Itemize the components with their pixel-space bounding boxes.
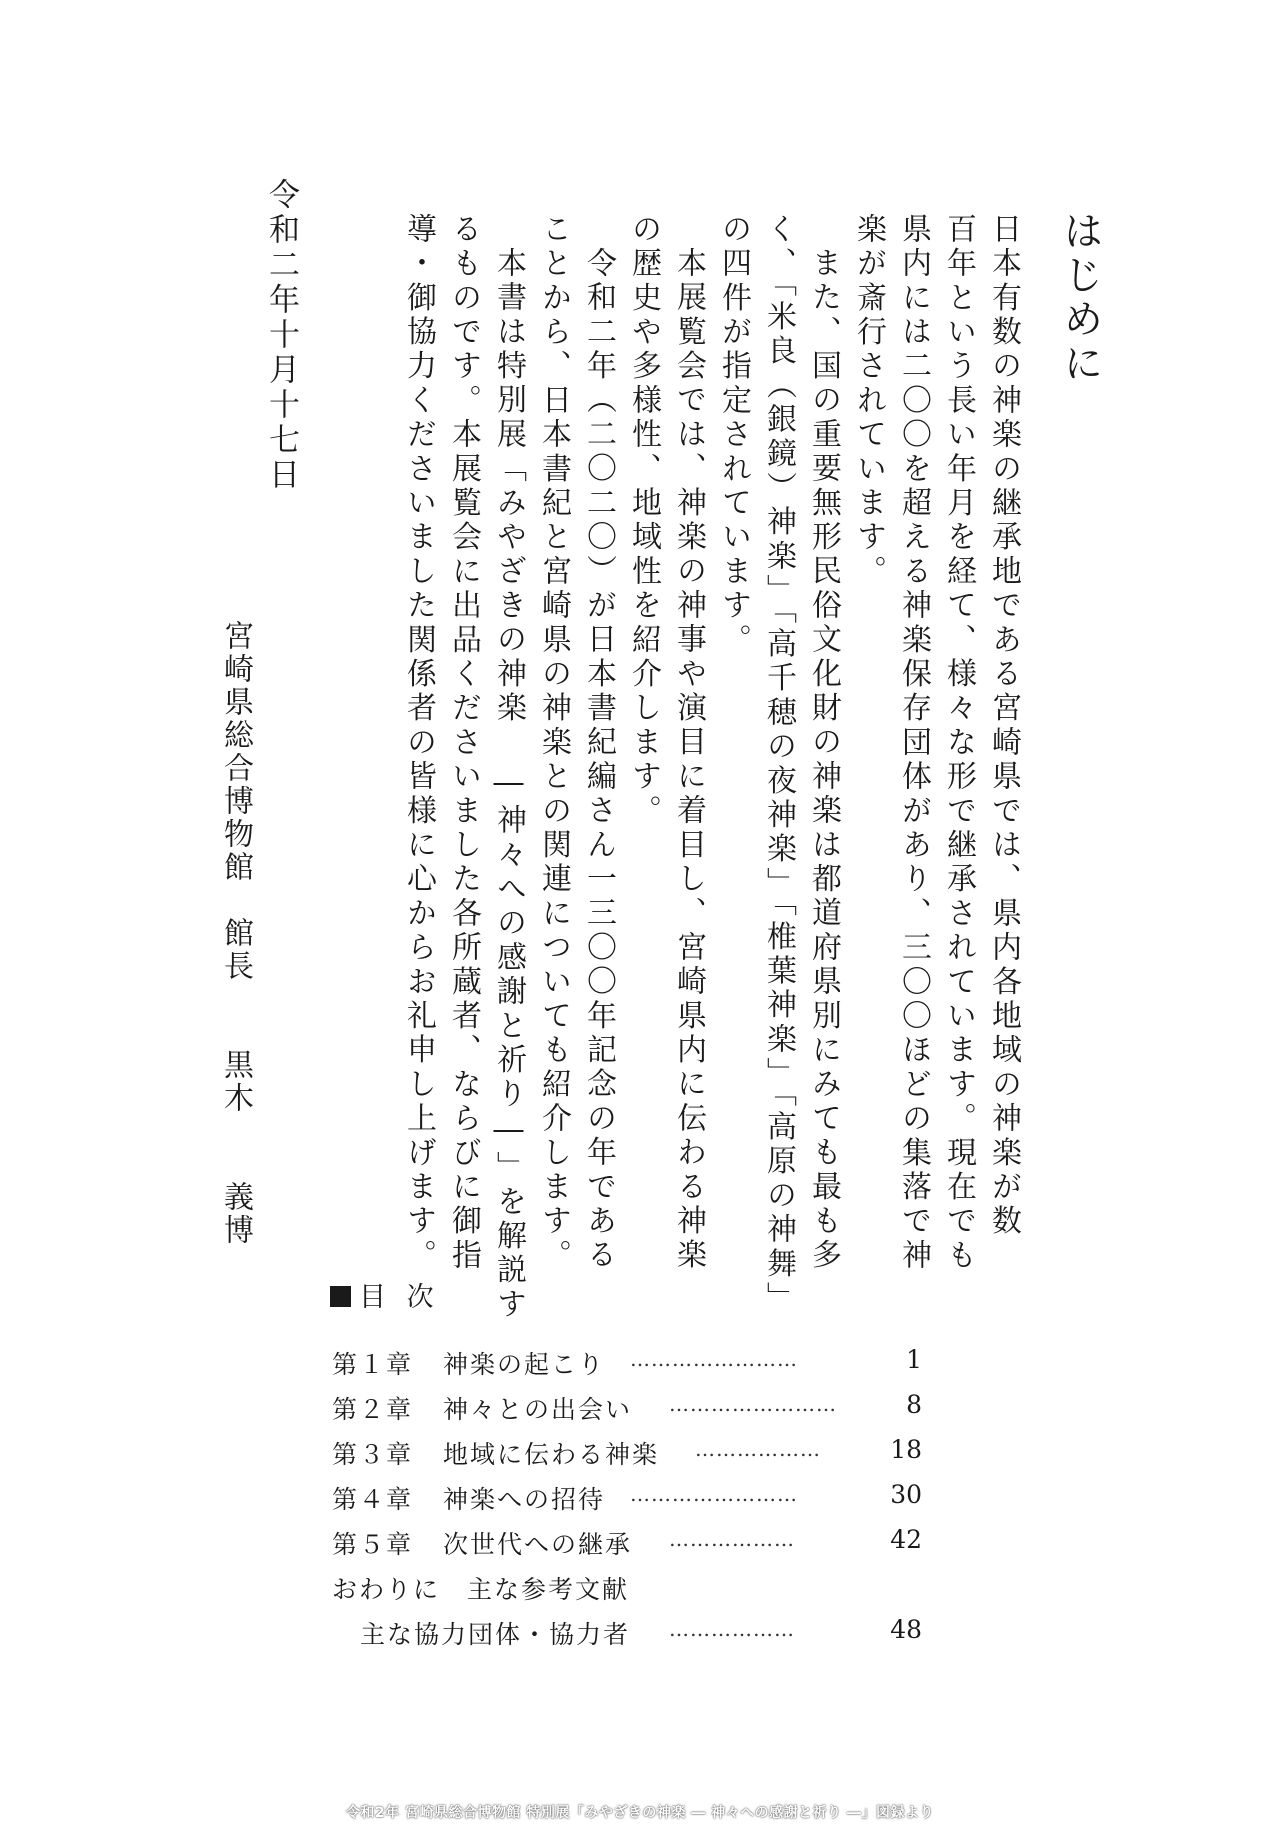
toc-leader: ……………… xyxy=(669,1617,795,1641)
toc-page: 8 xyxy=(906,1390,922,1419)
body-col-7: の四件が指定されています。 xyxy=(716,213,751,658)
toc-leader: ……………… xyxy=(669,1527,795,1551)
toc-title: 主な協力団体・協力者 xyxy=(360,1620,631,1649)
toc-leader: ……………… xyxy=(695,1437,821,1461)
toc-page: 1 xyxy=(906,1345,922,1374)
square-bullet-icon xyxy=(330,1286,351,1307)
toc-title: 次世代への継承 xyxy=(443,1530,633,1559)
toc-item[interactable] xyxy=(332,1390,922,1435)
toc-title: 神楽の起こり xyxy=(443,1350,606,1379)
body-col-10: 令和二年（二〇二〇）が日本書紀編さん一三〇〇年記念の年である xyxy=(581,247,616,1273)
body-col-14: 導・御協力くださいました関係者の皆様に心からお礼申し上げます。 xyxy=(401,213,436,1274)
toc-item[interactable] xyxy=(332,1615,922,1660)
toc-chapter: 第４章 xyxy=(332,1485,414,1514)
toc-chapter: 第５章 xyxy=(332,1530,414,1559)
toc-item[interactable] xyxy=(332,1570,922,1615)
body-col-1: 日本有数の神楽の継承地である宮崎県では、県内各地域の神楽が数 xyxy=(986,213,1021,1239)
body-col-5: また、国の重要無形民俗文化財の神楽は都道府県別にみても最も多 xyxy=(806,247,841,1273)
toc-page: 30 xyxy=(890,1480,922,1509)
toc-page: 18 xyxy=(890,1435,922,1464)
body-col-13: るものです。本展覧会に出品くださいました各所蔵者、ならびに御指 xyxy=(446,213,481,1274)
toc-leader: …………………… xyxy=(630,1482,798,1506)
toc-chapter: 第１章 xyxy=(332,1350,414,1379)
toc-page: 42 xyxy=(890,1525,922,1554)
body-col-9: の歴史や多様性、地域性を紹介します。 xyxy=(626,213,661,829)
body-col-4: 楽が斎行されています。 xyxy=(851,213,886,590)
toc-leader: …………………… xyxy=(630,1347,798,1371)
toc-item[interactable] xyxy=(332,1345,922,1390)
body-col-11: ことから、日本書紀と宮崎県の神楽との関連についても紹介します。 xyxy=(536,213,571,1274)
toc-chapter: 第２章 xyxy=(332,1395,414,1424)
toc-title: 神々との出会い xyxy=(443,1395,633,1424)
body-col-2: 百年という長い年月を経て、様々な形で継承されています。現在でも xyxy=(941,213,976,1274)
body-col-8: 本展覧会では、神楽の神事や演目に着目し、宮崎県内に伝わる神楽 xyxy=(671,247,706,1273)
toc-chapter: 第３章 xyxy=(332,1440,414,1469)
toc-leader: …………………… xyxy=(669,1392,837,1416)
toc-title: 地域に伝わる神楽 xyxy=(443,1440,660,1469)
toc-page: 48 xyxy=(890,1615,922,1644)
body-col-12: 本書は特別展「みやざきの神楽 ―神々への感謝と祈り―」を解説す xyxy=(491,247,526,1323)
source-caption: 令和2年 宮崎県総合博物館 特別展「みやざきの神楽 ― 神々への感謝と祈り ―」図録より xyxy=(345,1805,935,1821)
toc-title: おわりに 主な参考文献 xyxy=(332,1575,630,1604)
toc-title: 神楽への招待 xyxy=(443,1485,606,1514)
body-col-6: く、「米良（銀鏡）神楽」「高千穂の夜神楽」「椎葉神楽」「高原の神舞」 xyxy=(761,213,796,1316)
table-of-contents xyxy=(332,1345,922,1660)
toc-item[interactable] xyxy=(332,1435,922,1480)
toc-item[interactable] xyxy=(332,1525,922,1570)
body-col-3: 県内には二〇〇を超える神楽保存団体があり、三〇〇ほどの集落で神 xyxy=(896,213,931,1274)
page-heading: はじめに xyxy=(1057,210,1103,386)
toc-heading: 目 次 xyxy=(330,1275,440,1314)
signature: 宮崎県総合博物館 館長 黒木 義博 xyxy=(218,620,253,1247)
date: 令和二年十月十七日 xyxy=(263,178,299,493)
toc-item[interactable] xyxy=(332,1480,922,1525)
